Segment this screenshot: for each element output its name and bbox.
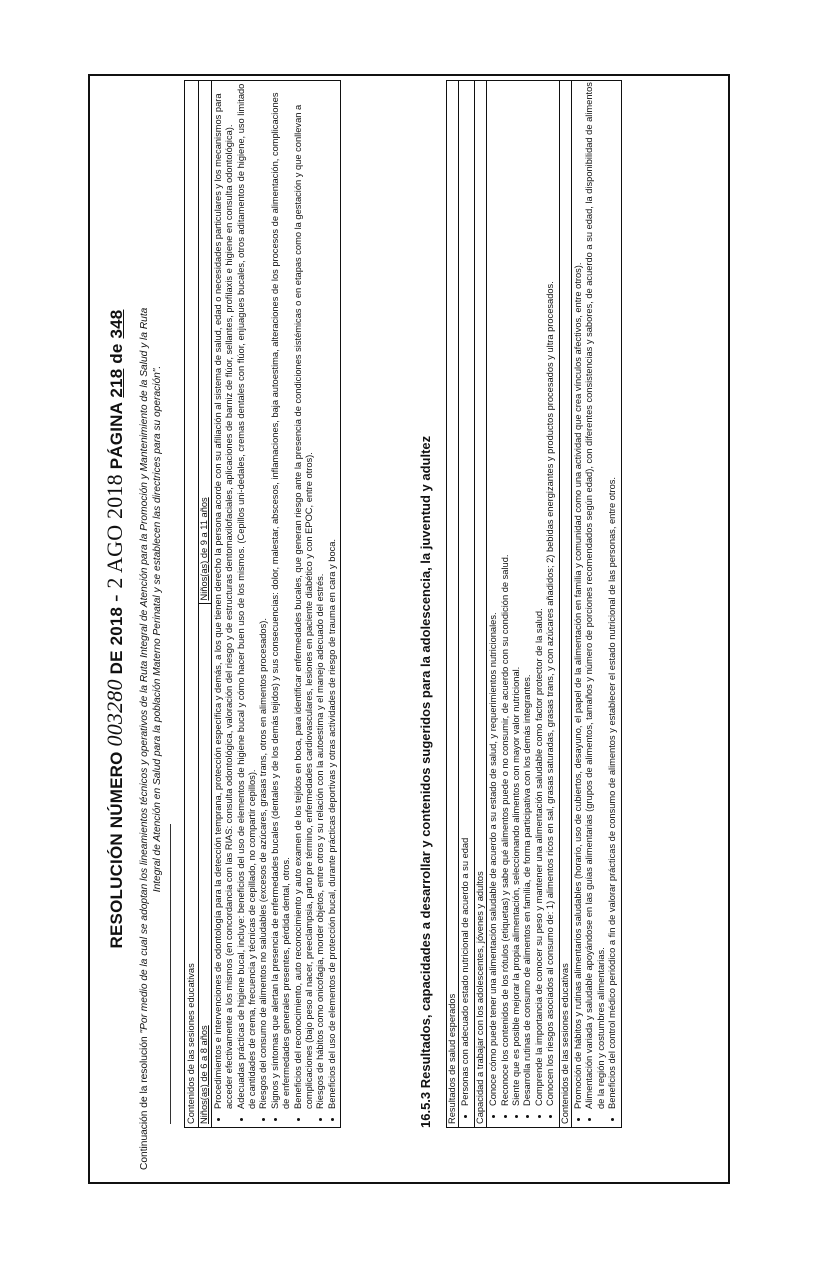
col-9-11: Niños(as) de 9 a 11 años <box>199 81 210 605</box>
page-label: PÁGINA <box>107 402 126 470</box>
results-title: Resultados de salud esperados <box>447 81 459 1127</box>
number-stamp: 003280 <box>102 679 127 747</box>
educational-contents-table <box>184 80 341 1128</box>
list-item: • Beneficios del control médico periódico a fin de valorar prácticas de consumo de alimentos y establecer el estado nutricional de las personas, entre otros. <box>607 81 618 1109</box>
list-item: • Promoción de hábitos y rutinas alimentarios saludables (horario, uso de cubiertos, desayuno, el papel de la alimentación en familia y comunidad como una actividad que crea vínculos afectivos, entre otros). <box>573 81 584 1109</box>
list-item: • Conoce cómo puede tener una alimentación saludable de acuerdo a su estado de salud, y requerimientos nutricionales. <box>488 84 499 1106</box>
list-item: • Conocen los riesgos asociados al consumo de: 1) alimentos ricos en sal, grasas saturadas, grasas trans, y con azúcares añadidos; 2) bebidas energizantes y productos procesados y ultra procesados. <box>545 84 556 1106</box>
list-item: • Reconoce los contenidos de los rótulos (etiquetas) y sabe qué alimentos puede o no consumir, de acuerdo con su condición de salud. <box>500 84 511 1106</box>
col-6-8: Niños(as) de 6 a 8 años <box>199 1025 210 1124</box>
rotated-document <box>88 74 730 1184</box>
contents-section <box>573 81 619 1127</box>
de-word: de <box>107 343 126 364</box>
de-prefix: DE 2018 <box>107 606 126 675</box>
list-item: • Riesgos del consumo de alimentos no saludables (excesos de azúcares, grasas trans, otros en alimentos procesados). <box>258 81 269 1109</box>
contents-title: Contenidos de las sesiones educativas <box>560 81 572 1127</box>
capacities-title: Capacidad a trabajar con los adolescentes, jóvenes y adultos <box>475 81 487 1127</box>
list-item: • Siente que es posible mejorar la propia alimentación, seleccionando alimentos con mayor valor nutricional. <box>511 84 522 1106</box>
list-item: • Beneficios del reconocimiento, auto reconocimiento y auto examen de los tejidos en boca, para identificar enfermedades bucales, que generan riesgo ante la presencia de condiciones sistémicas o en etapas como la gestación y que conllevan a complicaciones (bajo peso al nacer, preeclampsia, parto pre término, enfermedades cardiovasculares, lesiones en paciente diabético y con EPOC, entre otros). <box>293 81 316 1109</box>
section-heading: 16.5.3 Resultados, capacidades a desarrollar y contenidos sugeridos para la adolescencia, la juventud y adultez <box>418 435 433 1128</box>
list-item: • Riesgos de hábitos como onicofagia, morder objetos, entre otros y su relación con la autoestima y el manejo adecuado del estrés. <box>315 81 326 1109</box>
title-prefix: RESOLUCIÓN NÚMERO <box>107 751 126 949</box>
age-columns-header <box>199 81 211 1127</box>
list-item: • Comprende la importancia de conocer su peso y mantener una alimentación saludable como factor protector de la salud. <box>534 84 545 1106</box>
list-item: • Beneficios del uso de elementos de protección bucal, durante prácticas deportivas y otras actividades de riesgo de trauma en cara y boca. <box>327 81 338 1109</box>
list-item: • Alimentación variada y saludable apoyándose en las guías alimentarias (grupos de alimentos, tamaños y número de porciones recomendados según edad), con diferentes consistencias y sabores, de acuerdo a su edad, la disponibilidad de alimentos de la región y costumbres alimentarias. <box>584 81 607 1109</box>
list-item: • Personas con adecuado estado nutricional de acuerdo a su edad <box>460 84 471 1106</box>
intro-lead: Continuación de la resolución <box>139 1036 150 1170</box>
intro-quote-line2: Integral de Atención en Salud para la población Materno Perinatal y se establecen las directrices para su operación". <box>152 365 163 893</box>
intro-paragraph <box>138 88 164 1170</box>
list-item: • Adecuadas prácticas de higiene bucal, incluye: beneficios del uso de elementos de higiene bucal y cómo hacer buen uso de los mismos. (Cepillos uni-dedales, cremas dentales con flúor, enjuagues bucales, otros aditamentos de higiene, uso limitado de cantidades de crema, frecuencia y técnicas de cepillado, no compartir cepillos). <box>236 81 259 1109</box>
list-item: • Signos y síntomas que alertan la presencia de enfermedades bucales (dentales y de los demás tejidos) y sus consecuencias: dolor, malestar, abscesos, inflamaciones, baja autoestima, alteraciones de los procesos de alimentación, complicaciones de enfermedades generales presentes, pérdida dental, otros. <box>270 81 293 1109</box>
date-stamp: - 2 AGO 2018 <box>102 474 127 602</box>
page-number: 218 <box>107 368 126 398</box>
results-section <box>460 81 474 1127</box>
intro-quote-line1: "Por medio de la cual se adoptan los lineamientos técnicos y operativos de la Ruta Integral de Atención para la Promoción y Mantenimiento de la Salud y la Ruta <box>139 307 150 1034</box>
list-item: • Desarrolla rutinas de consumo de alimentos en familia, de forma participativa con los demás integrantes. <box>522 84 533 1106</box>
list-item: • Procedimientos e intervenciones de odontología para la detección temprana, protección específica y demás, a los que tienen derecho la persona acorde con su afiliación al sistema de salud, edad o necesidades particulares y los mecanismos para acceder efectivamente a los mismos (en concordancia con las RIAS: consulta odontológica, valoración del riesgo y de estructuras dentomaxilofaciales, aplicaciones de barniz de flúor, sellantes, profilaxis e higiene en consulta odontológica). <box>213 81 236 1109</box>
table1-list <box>213 81 338 1127</box>
resolution-header <box>102 76 128 1182</box>
capacities-section <box>488 81 559 1127</box>
separator-line <box>170 824 171 1124</box>
page-frame <box>88 74 730 1184</box>
page-total: 348 <box>107 309 126 339</box>
results-capacities-table <box>446 80 622 1128</box>
table1-title: Contenidos de las sesiones educativas <box>185 81 199 1127</box>
